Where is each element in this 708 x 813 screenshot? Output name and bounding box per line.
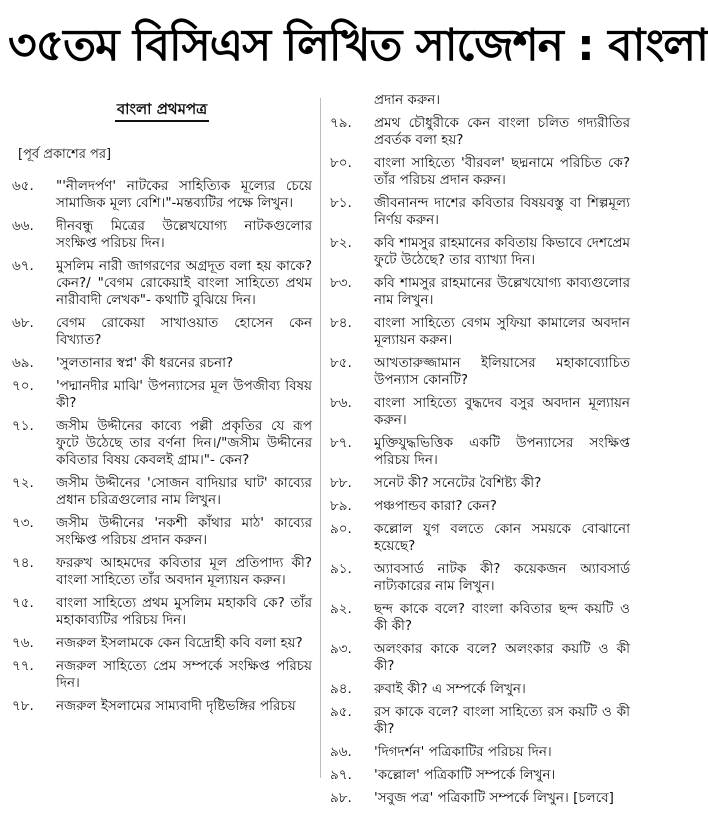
- question-item: [330, 498, 630, 515]
- question-text: বাংলা সাহিত্যে প্রথম মুসলিম মহাকবি কে? তাঁর মহাকাব্যটির পরিচয় দিন।: [56, 595, 312, 628]
- question-item: [12, 355, 312, 372]
- question-number: ৬৫.: [12, 178, 34, 194]
- question-number: ৮৯.: [330, 498, 352, 514]
- question-number: ৮৫.: [330, 355, 352, 371]
- question-text: প্রমথ চৌধুরীকে কেন বাংলা চলিত গদ্যরীতির প্রবর্তক বলা হয়?: [374, 115, 630, 148]
- question-number: ৯৮.: [330, 790, 352, 806]
- question-number: ৬৬.: [12, 218, 34, 234]
- question-item: [330, 521, 630, 555]
- question-number: ৯৫.: [330, 704, 352, 720]
- question-text: ফররুখ আহমদের কবিতার মূল প্রতিপাদ্য কী? বাংলা সাহিত্যে তাঁর অবদান মূল্যায়ন করুন।: [56, 555, 312, 588]
- question-text: নজরুল ইসলামকে কেন বিদ্রোহী কবি বলা হয়?: [56, 635, 303, 651]
- question-item: [330, 275, 630, 309]
- question-number: ৯৩.: [330, 641, 352, 657]
- question-text: 'পদ্মানদীর মাঝি' উপন্যাসের মূল উপজীব্য বিষয় কী?: [56, 378, 312, 411]
- question-item: [330, 641, 630, 675]
- question-text: আখতারুজ্জামান ইলিয়াসের মহাকাব্যোচিত উপন্যাস কোনটি?: [374, 355, 630, 388]
- question-number: ৬৭.: [12, 258, 34, 274]
- question-text: রুবাই কী? এ সম্পর্কে লিখুন।: [374, 681, 526, 697]
- question-number: ৭৩.: [12, 515, 34, 531]
- question-text: কবি শামসুর রাহমানের কবিতায় কিভাবে দেশপ্রেম ফুটে উঠেছে? তার ব্যাখ্যা দিন।: [374, 235, 630, 268]
- question-number: ৮১.: [330, 195, 352, 211]
- question-number: ৭৪.: [12, 555, 34, 571]
- question-number: ৮৩.: [330, 275, 352, 291]
- question-text: মুক্তিযুদ্ধভিত্তিক একটি উপন্যাসের সংক্ষিপ্ত পরিচয় দিন।: [374, 435, 630, 468]
- question-item: [330, 475, 630, 492]
- previous-part-note: [পূর্ব প্রকাশের পর]: [18, 147, 112, 162]
- question-number: ৭৯.: [330, 115, 352, 131]
- question-text: "'নীলদর্পণ' নাটকের সাহিত্যিক মূল্যের চেয়ে সামাজিক মূল্য বেশি।"-মন্তব্যটির পক্ষে লিখুন।: [56, 178, 312, 211]
- question-item: [330, 681, 630, 698]
- question-text: নজরুল ইসলামের সাম্যবাদী দৃষ্টিভঙ্গির পরিচয়: [56, 698, 296, 714]
- question-item: [330, 355, 630, 389]
- question-number: ৬৯.: [12, 355, 34, 371]
- question-item: [330, 115, 630, 149]
- question-text: ছন্দ কাকে বলে? বাংলা কবিতার ছন্দ কয়টি ও কী কী?: [374, 601, 630, 634]
- question-item: [330, 155, 630, 189]
- question-text: মুসলিম নারী জাগরণের অগ্রদূত বলা হয় কাকে? কেন?/ "বেগম রোকেয়াই বাংলা সাহিত্যে প্রথম নারীবাদী লেখক"- কথাটি বুঝিয়ে দিন।: [56, 258, 312, 308]
- question-number: ৭৭.: [12, 658, 34, 674]
- question-number: ৭০.: [12, 378, 34, 394]
- right-column: [330, 92, 630, 813]
- section-title-text: বাংলা প্রথমপত্র: [115, 100, 209, 122]
- question-item: [330, 235, 630, 269]
- question-text: জীবনানন্দ দাশের কবিতার বিষয়বস্তু বা শিল্পমূল্য নির্ণয় করুন।: [374, 195, 630, 228]
- question-text: বাংলা সাহিত্যে বেগম সুফিয়া কামালের অবদান মূল্যায়ন করুন।: [374, 315, 630, 348]
- question-text: অলংকার কাকে বলে? অলংকার কয়টি ও কী কী?: [374, 641, 630, 674]
- question-item: [12, 178, 312, 212]
- question-item: [12, 418, 312, 469]
- question-text: 'সবুজ পত্র' পত্রিকাটি সম্পর্কে লিখুন। [চলবে]: [374, 790, 614, 806]
- question-text: বাংলা সাহিত্যে 'বীরবল' ছদ্মনামে পরিচিত কে? তাঁর পরিচয় প্রদান করুন।: [374, 155, 630, 188]
- question-text: 'সুলতানার স্বপ্ন' কী ধরনের রচনা?: [56, 355, 234, 371]
- left-column: [12, 98, 312, 721]
- question-item: [12, 378, 312, 412]
- question-number: ৯১.: [330, 561, 352, 577]
- section-title: [12, 98, 312, 125]
- question-item: [12, 595, 312, 629]
- right-question-list: [330, 115, 630, 807]
- continued-line: প্রদান করুন।: [374, 92, 441, 108]
- question-text: জসীম উদ্দীনের 'নকশী কাঁথার মাঠ' কাব্যের সংক্ষিপ্ত পরিচয় প্রদান করুন।: [56, 515, 312, 548]
- question-number: ৮৮.: [330, 475, 352, 491]
- question-item: [330, 790, 630, 807]
- question-item: [330, 704, 630, 738]
- question-text: অ্যাবসার্ড নাটক কী? কয়েকজন অ্যাবসার্ড নাট্যকারের নাম লিখুন।: [374, 561, 630, 594]
- question-text: রস কাকে বলে? বাংলা সাহিত্যে রস কয়টি ও কী কী?: [374, 704, 630, 737]
- question-text: 'কল্লোল' পত্রিকাটি সম্পর্কে লিখুন।: [374, 767, 556, 783]
- question-text: কল্লোল যুগ বলতে কোন সময়কে বোঝানো হয়েছে?: [374, 521, 630, 554]
- question-number: ৯৭.: [330, 767, 352, 783]
- question-item: [12, 555, 312, 589]
- question-text: নজরুল সাহিত্যে প্রেম সম্পর্কে সংক্ষিপ্ত পরিচয় দিন।: [56, 658, 312, 691]
- question-number: ৭১.: [12, 418, 34, 434]
- question-item: [12, 218, 312, 252]
- question-text: জসীম উদ্দীনের কাব্যে পল্লী প্রকৃতির যে রূপ ফুটে উঠেছে তার বর্ণনা দিন।/"জসীম উদ্দীনের কবিতার বিষয় কেবলই গ্রাম।"- কেন?: [56, 418, 312, 468]
- column-divider: [320, 98, 321, 778]
- question-item: [330, 744, 630, 761]
- question-item: [330, 601, 630, 635]
- question-number: ৮৬.: [330, 395, 352, 411]
- question-text: দীনবন্ধু মিত্রের উল্লেখযোগ্য নাটকগুলোর সংক্ষিপ্ত পরিচয় দিন।: [56, 218, 312, 251]
- question-text: পঞ্চপান্ডব কারা? কেন?: [374, 498, 497, 514]
- question-text: 'দিগদর্শন' পত্রিকাটির পরিচয় দিন।: [374, 744, 552, 760]
- question-item: [330, 315, 630, 349]
- question-number: ৮৪.: [330, 315, 352, 331]
- left-question-list: [12, 178, 312, 715]
- question-item: [12, 475, 312, 509]
- headline: ৩৫তম বিসিএস লিখিত সাজেশন : বাংলা: [8, 20, 708, 71]
- question-text: কবি শামসুর রাহমানের উল্লেখযোগ্য কাব্যগুলোর নাম লিখুন।: [374, 275, 630, 308]
- question-number: ৭৮.: [12, 698, 34, 714]
- question-number: ৮২.: [330, 235, 352, 251]
- question-number: ৯৬.: [330, 744, 352, 760]
- question-item: [330, 435, 630, 469]
- question-number: ৭৫.: [12, 595, 34, 611]
- question-item: [12, 635, 312, 652]
- question-number: ৯২.: [330, 601, 352, 617]
- question-text: জসীম উদ্দীনের 'সোজন বাদিয়ার ঘাট' কাব্যের প্রধান চরিত্রগুলোর নাম লিখুন।: [56, 475, 312, 508]
- question-item: [330, 561, 630, 595]
- question-number: ৮০.: [330, 155, 352, 171]
- question-item: [12, 515, 312, 549]
- question-item: [330, 767, 630, 784]
- question-number: ৭২.: [12, 475, 34, 491]
- question-item: [330, 195, 630, 229]
- question-number: ৯৪.: [330, 681, 352, 697]
- question-item: [330, 395, 630, 429]
- question-text: বাংলা সাহিত্যে বুদ্ধদেব বসুর অবদান মূল্যায়ন করুন।: [374, 395, 630, 428]
- question-text: সনেট কী? সনেটের বৈশিষ্ট্য কী?: [374, 475, 542, 491]
- question-item: [12, 698, 312, 715]
- question-text: বেগম রোকেয়া সাখাওয়াত হোসেন কেন বিখ্যাত?: [56, 315, 312, 348]
- question-number: ৭৬.: [12, 635, 34, 651]
- question-item: [12, 658, 312, 692]
- question-item: [12, 315, 312, 349]
- question-item: [12, 258, 312, 309]
- question-number: ৮৭.: [330, 435, 352, 451]
- question-number: ৬৮.: [12, 315, 34, 331]
- question-number: ৯০.: [330, 521, 352, 537]
